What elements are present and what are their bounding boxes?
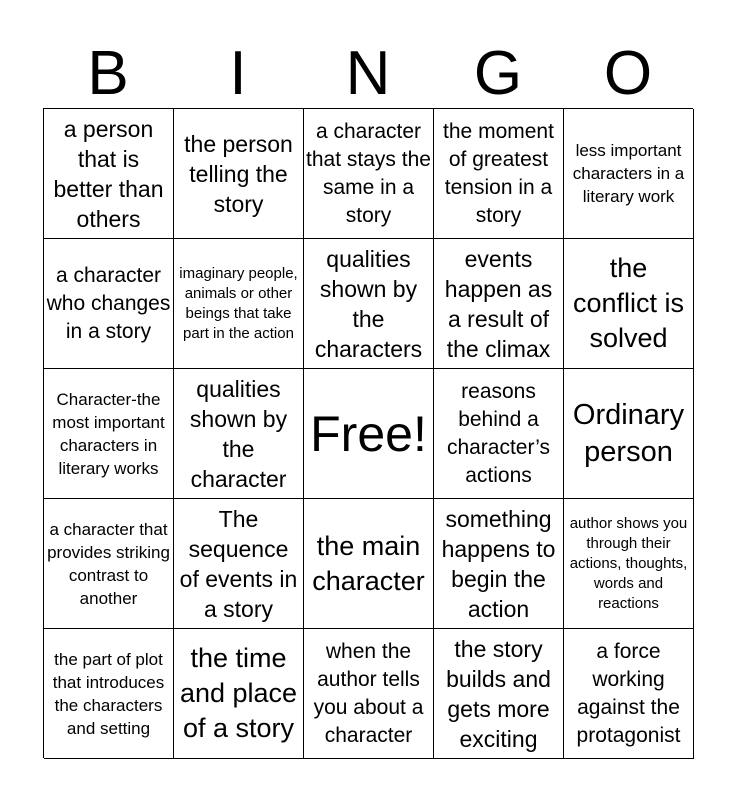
- bingo-cell[interactable]: [174, 239, 304, 369]
- header-letter-o: O: [603, 39, 653, 108]
- header-letter-b: B: [87, 39, 129, 108]
- bingo-cell[interactable]: [564, 629, 694, 759]
- bingo-cell[interactable]: [304, 499, 434, 629]
- cell-text: Ordinary person: [572, 398, 685, 468]
- cell-text: the moment of greatest tension in a story: [443, 119, 554, 227]
- free-space-cell[interactable]: [304, 369, 434, 499]
- bingo-header: [43, 40, 693, 108]
- bingo-cell[interactable]: [44, 629, 174, 759]
- cell-text: a character that provides striking contrast to another: [47, 519, 170, 608]
- bingo-cell[interactable]: [564, 109, 694, 239]
- bingo-cell[interactable]: [304, 239, 434, 369]
- bingo-cell[interactable]: [304, 109, 434, 239]
- bingo-cell[interactable]: [174, 369, 304, 499]
- header-letter-i: I: [229, 39, 247, 108]
- bingo-cell[interactable]: [304, 629, 434, 759]
- cell-text: author shows you through their actions, thoughts, words and reactions: [569, 514, 688, 612]
- bingo-cell[interactable]: [434, 239, 564, 369]
- cell-text: a character that stays the same in a story: [306, 119, 431, 227]
- cell-text: the conflict is solved: [572, 253, 685, 353]
- cell-text: the main character: [312, 530, 425, 596]
- bingo-cell[interactable]: [44, 239, 174, 369]
- cell-text: qualities shown by the character: [189, 375, 288, 492]
- bingo-cell[interactable]: [564, 499, 694, 629]
- bingo-cell[interactable]: [434, 499, 564, 629]
- cell-text: a person that is better than others: [53, 115, 164, 232]
- bingo-cell[interactable]: [434, 369, 564, 499]
- cell-text: qualities shown by the characters: [314, 245, 423, 362]
- bingo-cell[interactable]: [44, 499, 174, 629]
- bingo-cell[interactable]: [44, 369, 174, 499]
- free-space-label: Free!: [310, 405, 427, 462]
- cell-text: the part of plot that introduces the characters and setting: [52, 649, 165, 738]
- cell-text: The sequence of events in a story: [179, 505, 298, 622]
- cell-text: the story builds and gets more exciting: [446, 635, 551, 752]
- cell-text: when the author tells you about a character: [313, 639, 424, 747]
- bingo-card: [43, 108, 693, 758]
- header-letter-g: G: [473, 39, 523, 108]
- cell-text: something happens to begin the action: [441, 505, 556, 622]
- cell-text: the person telling the story: [184, 130, 293, 217]
- cell-text: the time and place of a story: [179, 643, 298, 743]
- cell-text: reasons behind a character’s actions: [446, 379, 551, 487]
- bingo-cell[interactable]: [564, 369, 694, 499]
- cell-text: less important characters in a literary work: [572, 141, 685, 206]
- header-letter-n: N: [345, 39, 391, 108]
- bingo-cell[interactable]: [434, 629, 564, 759]
- cell-text: imaginary people, animals or other beings that take part in the action: [179, 264, 298, 342]
- bingo-cell[interactable]: [44, 109, 174, 239]
- cell-text: a character who changes in a story: [46, 263, 171, 343]
- cell-text: Character-the most important characters in literary works: [52, 389, 165, 478]
- cell-text: a force working against the protagonist: [576, 639, 681, 747]
- bingo-cell[interactable]: [174, 629, 304, 759]
- bingo-cell[interactable]: [434, 109, 564, 239]
- bingo-cell[interactable]: [564, 239, 694, 369]
- cell-text: events happen as a result of the climax: [444, 245, 553, 362]
- bingo-cell[interactable]: [174, 109, 304, 239]
- bingo-cell[interactable]: [174, 499, 304, 629]
